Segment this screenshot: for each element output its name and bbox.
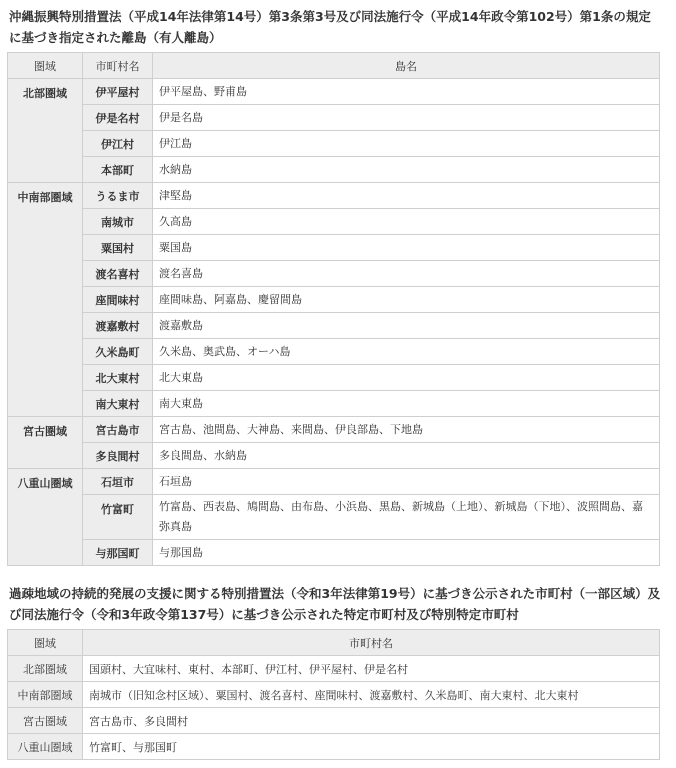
table-row	[8, 79, 660, 105]
municipality-cell: 与那国町	[83, 540, 153, 566]
section1-caption-line2: に基づき指定された離島（有人離島）	[9, 30, 222, 45]
islands-cell: 南大東島	[153, 391, 660, 417]
depopulated-areas-body	[8, 656, 660, 760]
table-row	[8, 682, 660, 708]
section2-caption	[7, 583, 662, 625]
table-row	[8, 656, 660, 682]
section2-caption-line2: び同法施行令（令和3年政令第137号）に基づき公示された特定市町村及び特別特定市町村	[9, 607, 519, 622]
header-area: 圏域	[8, 630, 83, 656]
header-area: 圏域	[8, 53, 83, 79]
islands-cell: 与那国島	[153, 540, 660, 566]
municipality-cell: 宮古島市	[83, 417, 153, 443]
table-row	[8, 495, 660, 540]
table-row	[8, 391, 660, 417]
islands-cell: 伊是名島	[153, 105, 660, 131]
header-municipality: 市町村名	[83, 630, 660, 656]
islands-cell: 久高島	[153, 209, 660, 235]
islands-cell: 石垣島	[153, 469, 660, 495]
area-cell: 八重山圏域	[8, 734, 83, 760]
municipalities-cell: 竹富町、与那国町	[83, 734, 660, 760]
table-row	[8, 183, 660, 209]
municipality-cell: 伊是名村	[83, 105, 153, 131]
table-row	[8, 105, 660, 131]
remote-islands-body	[8, 79, 660, 566]
table-row	[8, 469, 660, 495]
area-cell: 八重山圏域	[8, 469, 83, 566]
islands-cell: 渡嘉敷島	[153, 313, 660, 339]
municipality-cell: 渡嘉敷村	[83, 313, 153, 339]
header-island: 島名	[153, 53, 660, 79]
table-row	[8, 708, 660, 734]
municipality-cell: 竹富町	[83, 495, 153, 540]
islands-cell: 伊平屋島、野甫島	[153, 79, 660, 105]
municipality-cell: 多良間村	[83, 443, 153, 469]
table-row	[8, 540, 660, 566]
table-row	[8, 157, 660, 183]
area-cell: 宮古圏域	[8, 417, 83, 469]
area-cell: 北部圏域	[8, 79, 83, 183]
table-row	[8, 209, 660, 235]
area-cell: 宮古圏域	[8, 708, 83, 734]
table-row	[8, 235, 660, 261]
header-municipality: 市町村名	[83, 53, 153, 79]
islands-cell: 座間味島、阿嘉島、慶留間島	[153, 287, 660, 313]
municipality-cell: 南城市	[83, 209, 153, 235]
municipalities-cell: 宮古島市、多良間村	[83, 708, 660, 734]
table-row	[8, 443, 660, 469]
table-row	[8, 734, 660, 760]
municipality-cell: 久米島町	[83, 339, 153, 365]
municipalities-cell: 南城市（旧知念村区域）、粟国村、渡名喜村、座間味村、渡嘉敷村、久米島町、南大東村、北大東村	[83, 682, 660, 708]
islands-cell: 多良間島、水納島	[153, 443, 660, 469]
islands-cell: 粟国島	[153, 235, 660, 261]
islands-cell: 宮古島、池間島、大神島、来間島、伊良部島、下地島	[153, 417, 660, 443]
islands-cell: 竹富島、西表島、鳩間島、由布島、小浜島、黒島、新城島（上地）、新城島（下地）、波照間島、嘉弥真島	[153, 495, 660, 540]
islands-cell: 伊江島	[153, 131, 660, 157]
table-row	[8, 365, 660, 391]
islands-cell: 津堅島	[153, 183, 660, 209]
remote-islands-table	[7, 52, 660, 566]
municipality-cell: 座間味村	[83, 287, 153, 313]
municipality-cell: 伊平屋村	[83, 79, 153, 105]
depopulated-areas-table	[7, 629, 660, 760]
area-cell: 中南部圏域	[8, 682, 83, 708]
table-header-row	[8, 53, 660, 79]
table-row	[8, 287, 660, 313]
table-row	[8, 313, 660, 339]
section2-caption-line1: 過疎地域の持続的発展の支援に関する特別措置法（令和3年法律第19号）に基づき公示された市町村（一部区域）及	[9, 586, 661, 601]
area-cell: 中南部圏域	[8, 183, 83, 417]
table-header-row	[8, 630, 660, 656]
section1-caption	[7, 6, 662, 48]
area-cell: 北部圏域	[8, 656, 83, 682]
islands-cell: 渡名喜島	[153, 261, 660, 287]
municipality-cell: 本部町	[83, 157, 153, 183]
table-row	[8, 261, 660, 287]
municipality-cell: 粟国村	[83, 235, 153, 261]
municipality-cell: うるま市	[83, 183, 153, 209]
municipality-cell: 渡名喜村	[83, 261, 153, 287]
table-row	[8, 417, 660, 443]
islands-cell: 北大東島	[153, 365, 660, 391]
table-row	[8, 131, 660, 157]
section1-caption-line1: 沖縄振興特別措置法（平成14年法律第14号）第3条第3号及び同法施行令（平成14年政令第102号）第1条の規定	[9, 9, 651, 24]
islands-cell: 水納島	[153, 157, 660, 183]
municipalities-cell: 国頭村、大宜味村、東村、本部町、伊江村、伊平屋村、伊是名村	[83, 656, 660, 682]
municipality-cell: 伊江村	[83, 131, 153, 157]
municipality-cell: 石垣市	[83, 469, 153, 495]
municipality-cell: 南大東村	[83, 391, 153, 417]
municipality-cell: 北大東村	[83, 365, 153, 391]
table-row	[8, 339, 660, 365]
islands-cell: 久米島、奥武島、オーハ島	[153, 339, 660, 365]
